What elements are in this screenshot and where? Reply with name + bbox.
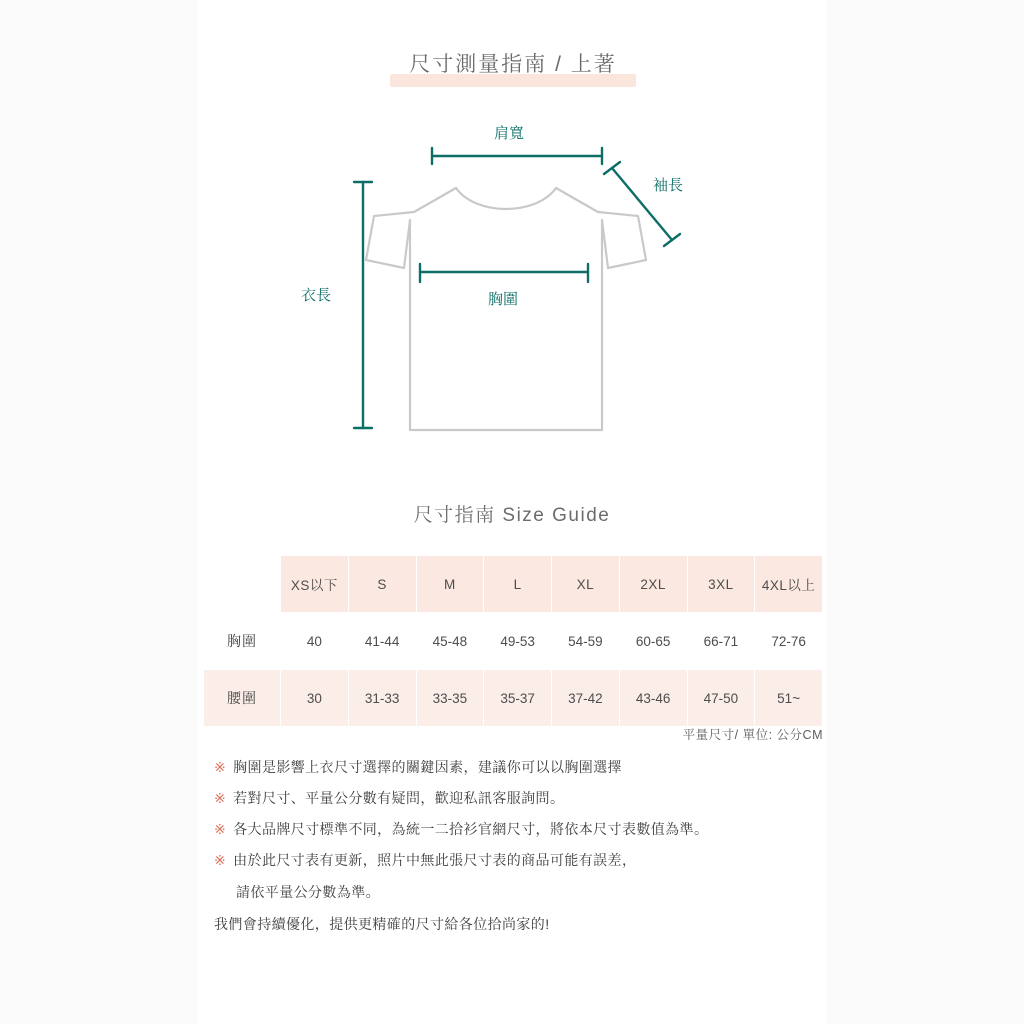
table-header-corner: [204, 556, 281, 613]
cell-waist-xs: 30: [281, 670, 349, 727]
left-margin-strip: [0, 0, 198, 1024]
cell-bust-xl: 54-59: [552, 613, 620, 670]
table-header-4xl: 4XL以上: [755, 556, 823, 613]
size-table: [203, 555, 823, 727]
note-item: [214, 820, 826, 839]
note-item: [214, 851, 826, 870]
content-area: [198, 0, 826, 1024]
size-table-wrap: [203, 555, 823, 727]
note-text: 各大品牌尺寸標準不同，為統一二拾衫官網尺寸，將依本尺寸表數值為準。: [233, 820, 709, 837]
cell-waist-xl: 37-42: [552, 670, 620, 727]
note-item: [214, 789, 826, 808]
table-header-2xl: 2XL: [619, 556, 687, 613]
table-row: [204, 670, 823, 727]
label-length: 衣長: [301, 287, 332, 304]
cell-waist-4xl: 51~: [755, 670, 823, 727]
note-footer: 我們會持續優化，提供更精確的尺寸給各位拾尚家的!: [214, 915, 550, 932]
note-text: 若對尺寸、平量公分數有疑問，歡迎私訊客服詢問。: [233, 789, 565, 806]
page-title: 尺寸測量指南 / 上著: [409, 53, 617, 76]
row-label-waist: 腰圍: [204, 670, 281, 727]
cell-waist-l: 35-37: [484, 670, 552, 727]
size-guide-heading: 尺寸指南 Size Guide: [413, 505, 611, 526]
label-shoulder: 肩寬: [494, 125, 525, 142]
note-bullet-icon: ※: [214, 851, 227, 868]
cell-bust-4xl: 72-76: [755, 613, 823, 670]
table-header-s: S: [348, 556, 416, 613]
note-bullet-icon: ※: [214, 759, 227, 775]
note-bullet-icon: ※: [214, 789, 227, 806]
cell-waist-m: 33-35: [416, 670, 484, 727]
table-header-xs: XS以下: [281, 556, 349, 613]
garment-diagram: [198, 100, 826, 470]
row-label-bust: 胸圍: [204, 613, 281, 670]
cell-bust-m: 45-48: [416, 613, 484, 670]
note-bullet-icon: ※: [214, 820, 227, 837]
tshirt-svg: [198, 100, 826, 470]
note-continuation: 請依平量公分數為準。: [236, 883, 380, 900]
note-text: 由於此尺寸表有更新，照片中無此張尺寸表的商品可能有誤差，: [233, 851, 637, 868]
right-margin-strip: [826, 0, 1024, 1024]
cell-waist-2xl: 43-46: [619, 670, 687, 727]
page-title-wrap: [388, 48, 638, 78]
cell-bust-l: 49-53: [484, 613, 552, 670]
table-row: [204, 613, 823, 670]
cell-waist-s: 31-33: [348, 670, 416, 727]
label-sleeve: 袖長: [653, 177, 684, 194]
note-item: [214, 758, 826, 777]
table-footnote: 平量尺寸/ 單位: 公分CM: [682, 728, 823, 742]
label-bust: 胸圍: [488, 291, 519, 308]
table-header-xl: XL: [552, 556, 620, 613]
cell-bust-s: 41-44: [348, 613, 416, 670]
cell-waist-3xl: 47-50: [687, 670, 755, 727]
cell-bust-2xl: 60-65: [619, 613, 687, 670]
notes-section: [214, 758, 826, 934]
note-text: 胸圍是影響上衣尺寸選擇的關鍵因素，建議你可以以胸圍選擇: [233, 759, 622, 775]
cell-bust-3xl: 66-71: [687, 613, 755, 670]
table-header-3xl: 3XL: [687, 556, 755, 613]
cell-bust-xs: 40: [281, 613, 349, 670]
table-header-m: M: [416, 556, 484, 613]
table-header-row: [204, 556, 823, 613]
table-header-l: L: [484, 556, 552, 613]
